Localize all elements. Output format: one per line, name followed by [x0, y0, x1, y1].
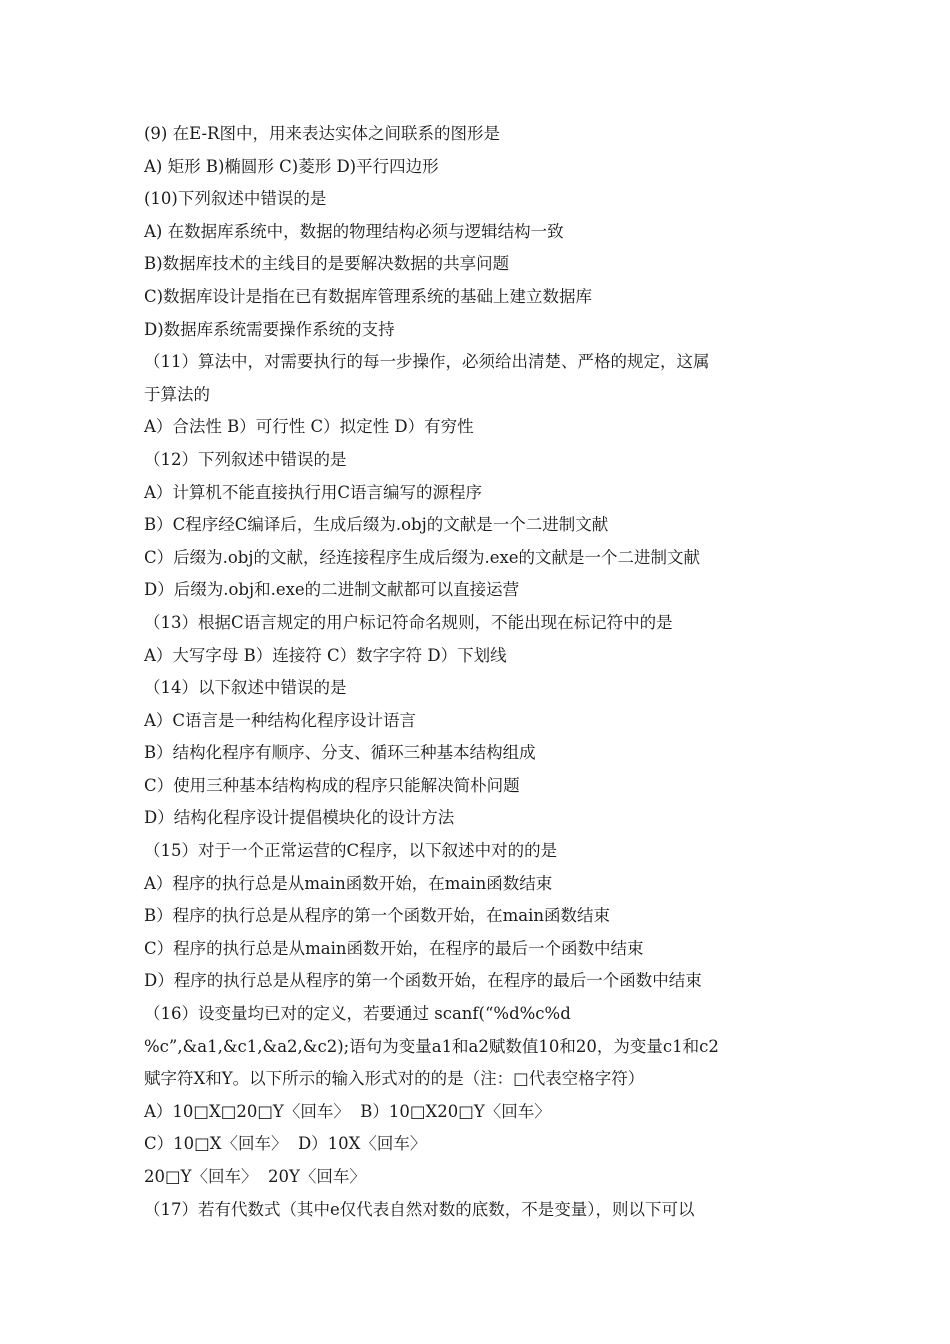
- question-11-stem: （11）算法中，对需要执行的每一步操作，必须给出清楚、严格的规定，这属: [144, 352, 710, 372]
- question-15-option-c: C）程序的执行总是从main函数开始，在程序的最后一个函数中结束: [144, 938, 644, 958]
- question-15-option-b: B）程序的执行总是从程序的第一个函数开始，在main函数结束: [144, 906, 611, 926]
- question-16-stem: （16）设变量均已对的定义，若要通过 scanf(“%d%c%d: [144, 1004, 571, 1024]
- question-14-stem: （14）以下叙述中错误的是: [144, 678, 347, 698]
- question-16-options-ab: A）10□X□20□Y〈回车〉 B）10□X20□Y〈回车〉: [144, 1101, 551, 1121]
- question-10-option-a: A) 在数据库系统中，数据的物理结构必须与逻辑结构一致: [144, 221, 564, 241]
- question-11-stem-continued: 于算法的: [144, 384, 210, 404]
- question-12-option-d: D）后缀为.obj和.exe的二进制文献都可以直接运营: [144, 580, 520, 600]
- question-9-stem: (9) 在E-R图中，用来表达实体之间联系的图形是: [144, 124, 500, 143]
- question-14-option-b: B）结构化程序有顺序、分支、循环三种基本结构组成: [144, 743, 536, 763]
- question-14-option-c: C）使用三种基本结构构成的程序只能解决简朴问题: [144, 775, 520, 795]
- question-15-option-a: A）程序的执行总是从main函数开始，在main函数结束: [144, 873, 553, 893]
- question-text-body: [144, 118, 804, 1226]
- question-13-options: A）大写字母 B）连接符 C）数字字符 D）下划线: [144, 645, 507, 665]
- question-9-options: A) 矩形 B)椭圆形 C)菱形 D)平行四边形: [144, 156, 439, 176]
- question-10-option-c: C)数据库设计是指在已有数据库管理系统的基础上建立数据库: [144, 286, 593, 306]
- question-16-options-cd: C）10□X〈回车〉 D）10X〈回车〉: [144, 1134, 427, 1154]
- question-13-stem: （13）根据C语言规定的用户标记符命名规则，不能出现在标记符中的是: [144, 612, 673, 632]
- question-12-option-c: C）后缀为.obj的文献，经连接程序生成后缀为.exe的文献是一个二进制文献: [144, 547, 701, 567]
- question-10-stem: (10)下列叙述中错误的是: [144, 189, 327, 209]
- question-15-stem: （15）对于一个正常运营的C程序，以下叙述中对的的是: [144, 841, 558, 861]
- question-14-option-a: A）C语言是一种结构化程序设计语言: [144, 710, 417, 730]
- question-10-option-d: D)数据库系统需要操作系统的支持: [144, 319, 395, 339]
- question-12-option-a: A）计算机不能直接执行用C语言编写的源程序: [144, 482, 483, 502]
- question-16-options-cd-continued: 20□Y〈回车〉 20Y〈回车〉: [144, 1167, 366, 1186]
- question-15-option-d: D）程序的执行总是从程序的第一个函数开始，在程序的最后一个函数中结束: [144, 971, 702, 991]
- question-16-stem-continued: %c”,&a1,&c1,&a2,&c2);语句为变量a1和a2赋数值10和20，为变量c1和c2: [144, 1036, 719, 1056]
- question-11-options: A）合法性 B）可行性 C）拟定性 D）有穷性: [144, 417, 474, 437]
- question-12-option-b: B）C程序经C编译后，生成后缀为.obj的文献是一个二进制文献: [144, 515, 609, 535]
- question-10-option-b: B)数据库技术的主线目的是要解决数据的共享问题: [144, 254, 510, 274]
- question-16-stem-note: 赋字符X和Y。以下所示的输入形式对的的是（注：□代表空格字符）: [144, 1069, 645, 1089]
- question-14-option-d: D）结构化程序设计提倡模块化的设计方法: [144, 808, 455, 828]
- question-12-stem: （12）下列叙述中错误的是: [144, 449, 347, 469]
- question-17-stem: （17）若有代数式（其中e仅代表自然对数的底数，不是变量），则以下可以: [144, 1199, 695, 1219]
